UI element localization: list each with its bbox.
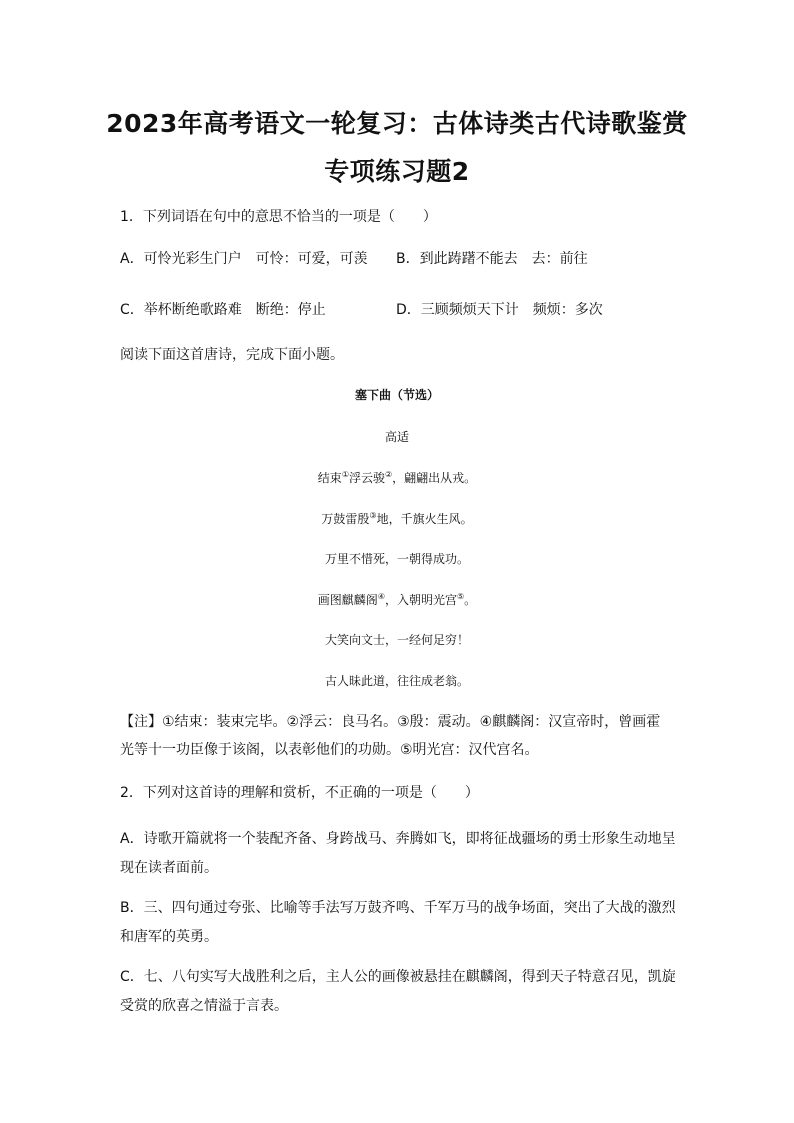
poem-line-2: 万鼓雷殷③地，千旗火生风。 (321, 511, 473, 526)
poem-line-5: 大笑向文士，一经何足穷！ (324, 633, 469, 647)
q2-option-a-line-2: 现在读者面前。 (120, 860, 218, 876)
poem-line-3: 万里不惜死，一朝得成功。 (324, 552, 469, 566)
q1-option-a: A．可怜光彩生门户 可怜：可爱，可羡 (120, 251, 368, 267)
q1-option-b: B．到此踌躇不能去 去：前往 (396, 251, 588, 267)
q1-option-c: C．举杯断绝歌路难 断绝：停止 (120, 302, 326, 318)
q2-option-b-line-2: 和唐军的英勇。 (120, 929, 218, 945)
q2-stem: 2．下列对这首诗的理解和赏析，不正确的一项是（ ） (120, 785, 479, 801)
poem-author: 高适 (384, 430, 409, 444)
annotation-line-2: 光等十一功臣像于该阁，以表彰他们的功勋。⑤明光宫：汉代宫名。 (120, 742, 539, 758)
poem-line-4: 画图麒麟阁④，入朝明光宫⑤。 (317, 592, 477, 607)
poem-title: 塞下曲（节选） (354, 388, 439, 402)
annotation-line-1: 【注】①结束：装束完毕。②浮云：良马名。③殷：震动。④麒麟阁：汉宣帝时，曾画霍 (120, 714, 661, 730)
q2-option-a-line-1: A．诗歌开篇就将一个装配齐备、身跨战马、奔腾如飞，即将征战疆场的勇士形象生动地呈 (120, 831, 676, 847)
poem-line-6: 古人昧此道，往往成老翁。 (324, 674, 469, 688)
q2-option-c-line-2: 受赏的欣喜之情溢于言表。 (120, 998, 288, 1014)
doc-title-line1: 2023年高考语文一轮复习：古体诗类古代诗歌鉴赏 (106, 109, 688, 138)
poem-line-1: 结束①浮云骏②，翩翩出从戎。 (317, 470, 477, 485)
q2-option-c-line-1: C．七、八句实写大战胜利之后，主人公的画像被悬挂在麒麟阁，得到天子特意召见，凯旋 (120, 969, 676, 985)
q1-option-d: D．三顾频烦天下计 频烦：多次 (396, 302, 603, 318)
doc-title-line2: 专项练习题2 (324, 157, 470, 186)
reading-intro: 阅读下面这首唐诗，完成下面小题。 (120, 347, 344, 363)
q1-stem: 1．下列词语在句中的意思不恰当的一项是（ ） (120, 209, 437, 225)
q2-option-b-line-1: B．三、四句通过夸张、比喻等手法写万鼓齐鸣、千军万马的战争场面，突出了大战的激烈 (120, 900, 676, 916)
